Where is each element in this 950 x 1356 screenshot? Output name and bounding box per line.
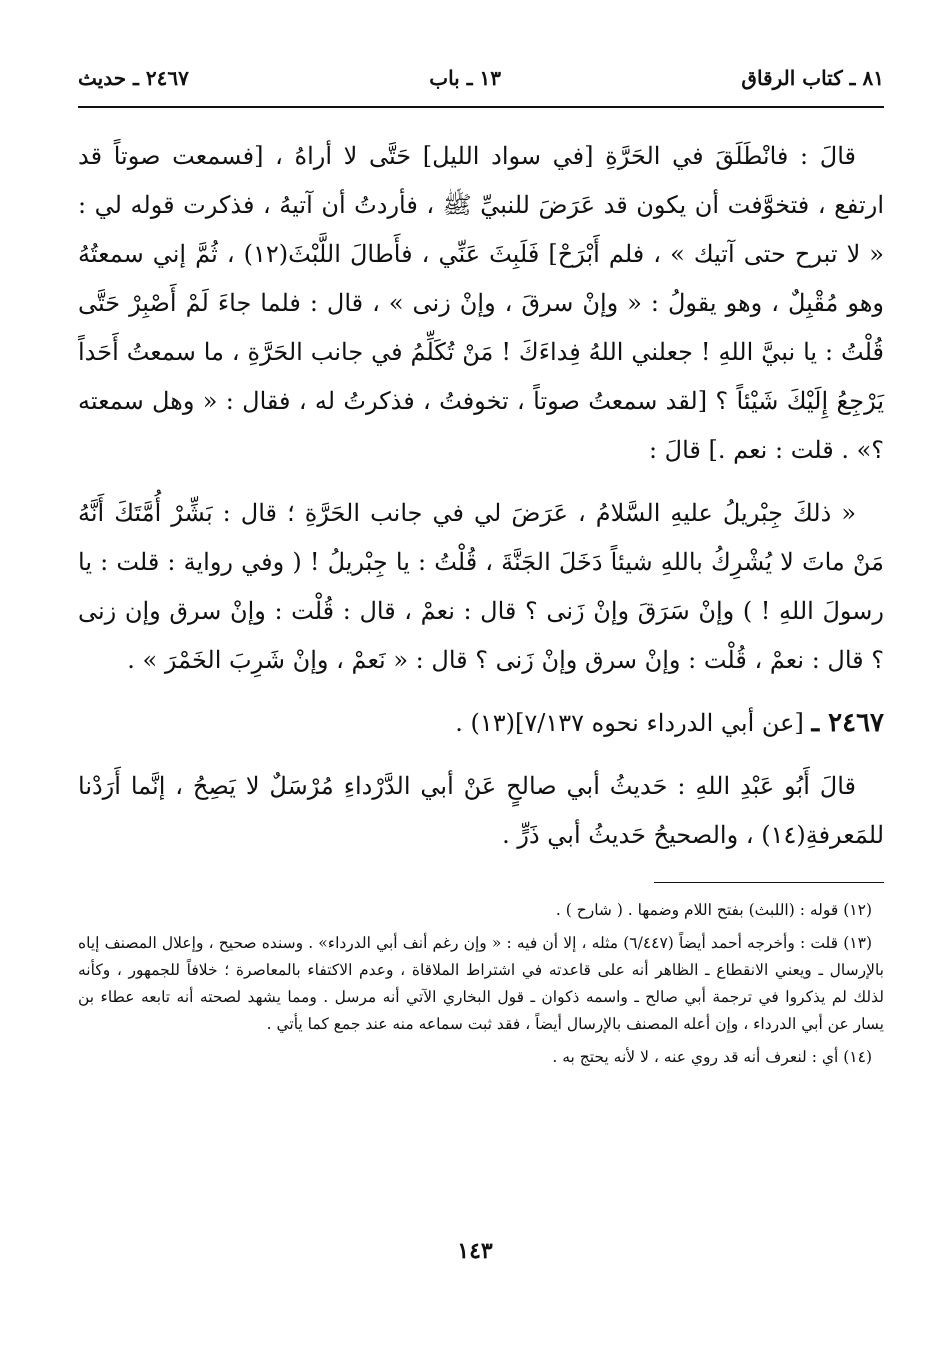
- paragraph-1: قالَ : فانْطَلَقَ في الحَرَّةِ [في سواد الليل] حَتَّى لا أراهُ ، [فسمعت صوتاً قد ارتفع ، فتخوَّفت أن يكون قد عَرَضَ للنبيِّ ﷺ ، فأردتُ أن آتيهُ ، فذكرت قوله لي : « لا تبرح حتى آتيك » ، فلم أَبْرَحْ] فَلَبِثَ عَنِّي ، فأَطالَ اللَّبْثَ(١٢) ، ثُمَّ إني سمعتُهُ وهو مُقْبِلٌ ، وهو يقولُ : « وإنْ سرقَ ، وإنْ زنى » ، قال : فلما جاءَ لَمْ أَصْبِرْ حَتَّى قُلْتُ : يا نبيَّ اللهِ ! جعلني اللهُ فِداءَكَ ! مَنْ تُكَلِّمُ في جانب الحَرَّةِ ، ما سمعتُ أَحَداً يَرْجِعُ إِلَيْكَ شَيْئاً ؟ [لقد سمعتُ صوتاً ، تخوفتُ ، فذكرتُ له ، فقال : « وهل سمعته ؟» . قلت : نعم .] قالَ :: [78, 142, 884, 464]
- hadith-reference: [عن أبي الدرداء نحوه ٧/١٣٧](١٣) .: [455, 709, 804, 737]
- hadith-entry: [78, 699, 884, 748]
- header-rule: [78, 106, 884, 108]
- running-header: [78, 58, 884, 98]
- hadith-number: ٢٤٦٧ ـ: [811, 708, 884, 738]
- book-page: [78, 58, 884, 1077]
- header-hadith: ٢٤٦٧ ـ حديث: [78, 66, 189, 90]
- main-text: [78, 132, 884, 860]
- footnotes: [78, 897, 884, 1071]
- header-chapter: ٨١ ـ كتاب الرقاق: [741, 66, 884, 90]
- footnote-13: (١٣) قلت : وأخرجه أحمد أيضاً (٦/٤٤٧) مثله ، إلا أن فيه : « وإن رغم أنف أبي الدرداء» . وسنده صحيح ، وإعلال المصنف إياه بالإرسال ـ ويعني الانقطاع ـ الظاهر أنه على قاعدته في اشتراط الملاقاة ، وعدم الاكتفاء بالمعاصرة ؛ خلافاً للجمهور ، وكأنه لذلك لم يذكروا في ترجمة أبي صالح ـ واسمه ذكوان ـ قول البخاري الآتي أنه مرسل . ومما يشهد لصحته أنه تابعه عطاء بن يسار عن أبي الدرداء ، وإن أعله المصنف بالإرسال أيضاً ، فقد ثبت سماعه منه عند جمع كما يأتي .: [78, 934, 884, 1033]
- footnote-rule: [654, 882, 884, 883]
- footnote-12: (١٢) قوله : (اللبث) بفتح اللام وضمها . ( شارح ) .: [555, 901, 872, 919]
- paragraph-3: قالَ أَبُو عَبْدِ اللهِ : حَديثُ أبي صالحٍ عَنْ أبي الدَّرْداءِ مُرْسَلٌ لا يَصِحُ ، إنَّما أَرَدْنا للمَعرفةِ(١٤) ، والصحيحُ حَديثُ أبي ذَرٍّ .: [78, 772, 884, 849]
- page-number: ١٤٣: [457, 1238, 493, 1264]
- footnote-14: (١٤) أي : لنعرف أنه قد روي عنه ، لا لأنه يحتج به .: [552, 1048, 872, 1066]
- header-section: ١٣ ـ باب: [429, 66, 502, 90]
- paragraph-2: « ذلكَ جِبْريلُ عليهِ السَّلامُ ، عَرَضَ لي في جانب الحَرَّةِ ؛ قال : بَشِّرْ أُمَّتَكَ أَنَّهُ مَنْ ماتَ لا يُشْرِكُ باللهِ شيئاً دَخَلَ الجَنَّةَ ، قُلْتُ : يا جِبْريلُ ! ( وفي رواية : قلت : يا رسولَ اللهِ ! ) وإنْ سَرَقَ وإنْ زَنى ؟ قال : نعمْ ، قال : قُلْت : وإنْ سرق وإن زنى ؟ قال : نعمْ ، قُلْت : وإنْ سرق وإنْ زَنى ؟ قال : « نَعمْ ، وإنْ شَرِبَ الخَمْرَ » .: [78, 499, 884, 674]
